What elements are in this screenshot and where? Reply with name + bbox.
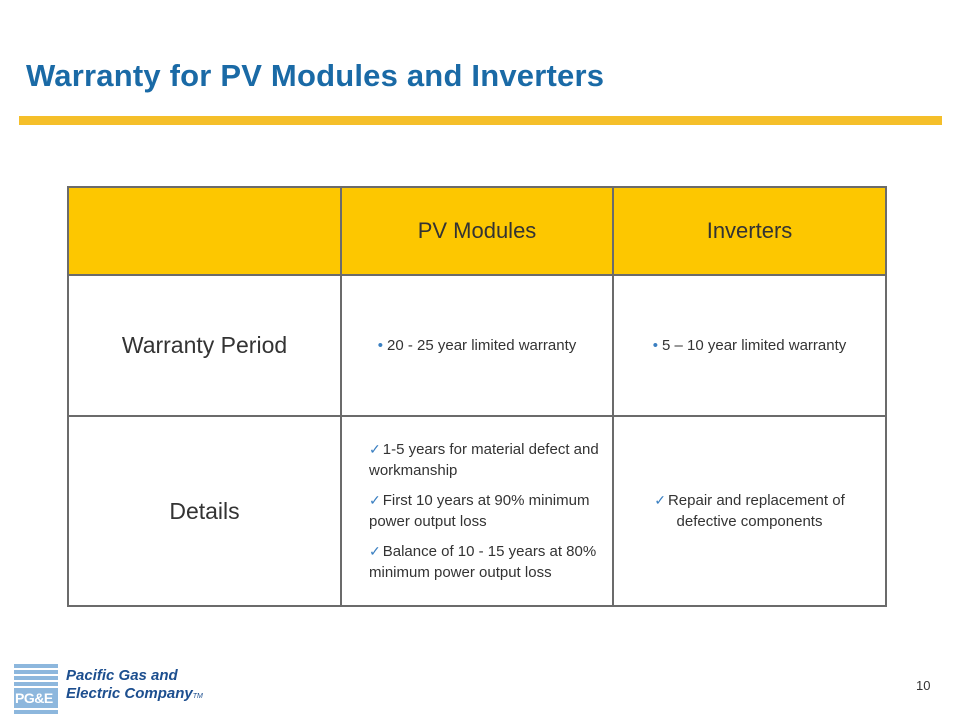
bullet-icon: •	[652, 337, 658, 355]
checkmark-icon: ✓	[654, 492, 666, 509]
page-number: 10	[916, 678, 931, 693]
header-blank-cell	[68, 187, 341, 275]
checkmark-icon: ✓	[369, 543, 381, 560]
title-underline	[19, 116, 942, 125]
list-item: ✓ Repair and replacement of defective components	[654, 492, 845, 531]
list-item: ✓ Balance of 10 - 15 years at 80% minimum power output loss	[369, 543, 597, 582]
pge-logo	[14, 664, 203, 716]
logo-wordmark	[66, 667, 203, 706]
inverter-warranty-cell	[613, 275, 886, 416]
checkmark-icon: ✓	[369, 492, 381, 509]
logo-line-2: Electric Company	[66, 685, 193, 702]
trademark: TM	[192, 693, 203, 700]
slide-title: Warranty for PV Modules and Inverters	[26, 58, 605, 93]
table-row	[68, 416, 886, 606]
table-header-row	[68, 187, 886, 275]
pge-logo-mark	[14, 664, 58, 714]
inverter-warranty-text: 5 – 10 year limited warranty	[662, 337, 847, 355]
list-item: ✓ First 10 years at 90% minimum power output loss	[369, 492, 590, 531]
pv-warranty-text: 20 - 25 year limited warranty	[387, 337, 577, 355]
row-label-details: Details	[68, 416, 341, 606]
warranty-table	[67, 186, 887, 607]
checkmark-icon: ✓	[369, 441, 381, 458]
header-pv-modules: PV Modules	[341, 187, 613, 275]
logo-line-1: Pacific Gas and	[66, 667, 178, 684]
table-row	[68, 275, 886, 416]
list-item: ✓ 1-5 years for material defect and workmanship	[369, 441, 599, 480]
inverter-details-cell	[613, 416, 886, 606]
pv-details-list	[342, 439, 612, 583]
row-label-warranty-period: Warranty Period	[68, 275, 341, 416]
pv-warranty-cell	[341, 275, 613, 416]
logo-mark-letters: PG&E	[15, 690, 53, 706]
header-inverters: Inverters	[613, 187, 886, 275]
pv-details-cell	[341, 416, 613, 606]
bullet-icon: •	[377, 337, 383, 355]
